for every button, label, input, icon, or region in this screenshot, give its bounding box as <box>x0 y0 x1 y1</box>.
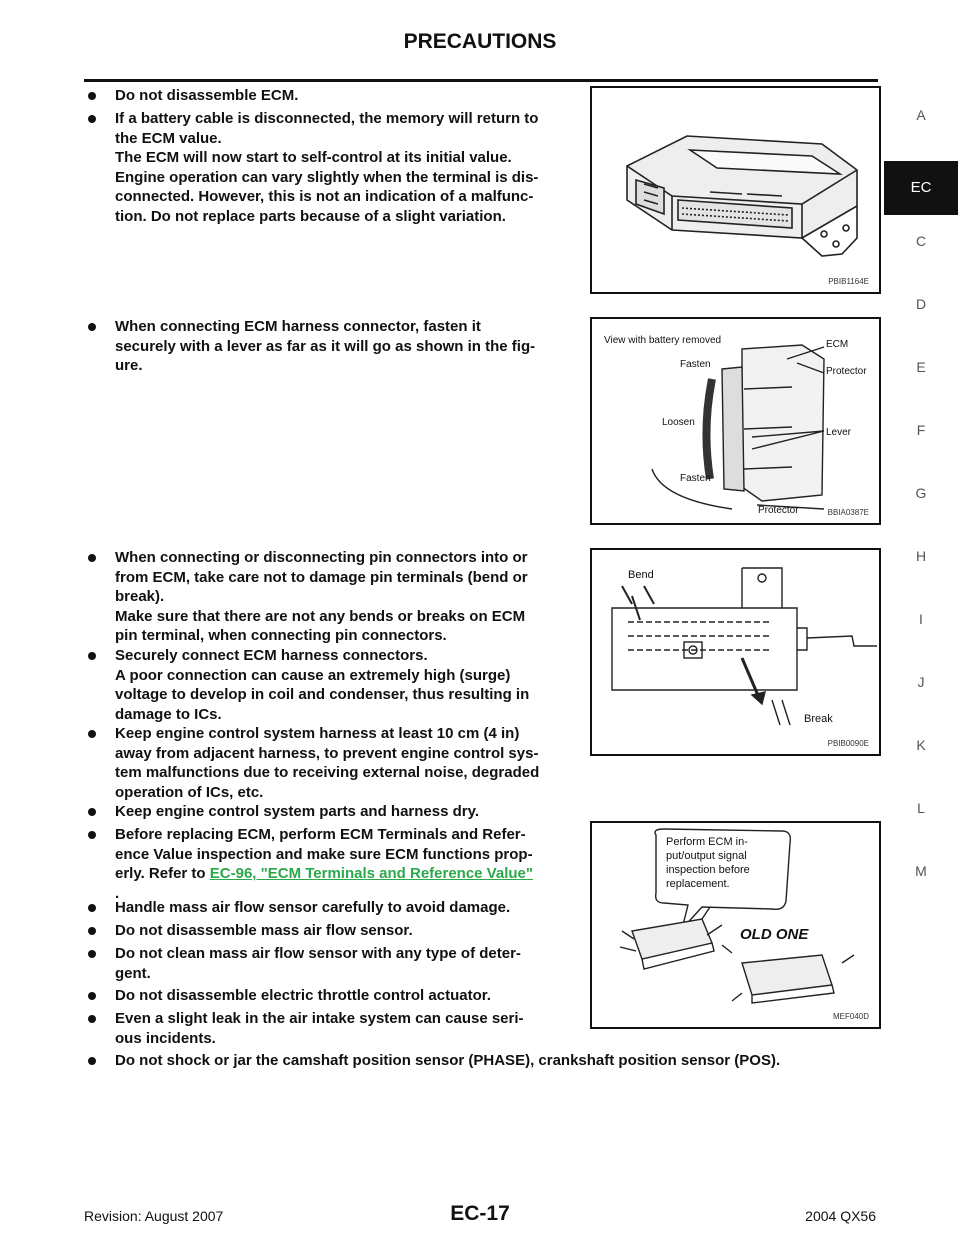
bullet-dot <box>88 554 96 562</box>
bullet-secure-connect <box>88 646 578 724</box>
bullet-line: Do not disassemble ECM. <box>115 87 299 104</box>
bullet-line: tem malfunctions due to receiving external noise, degraded <box>115 764 540 781</box>
bullet-line: Make sure that there are not any bends or breaks on ECM <box>115 607 526 625</box>
bullet-line: gent. <box>115 964 151 982</box>
bubble-line-3: inspection before <box>666 864 750 876</box>
section-tab-k[interactable]: K <box>916 737 926 753</box>
title-rule <box>84 79 878 82</box>
bullet-line: When connecting ECM harness connector, fasten it <box>115 318 481 335</box>
label-bend: Bend <box>628 569 654 581</box>
bullet-dot <box>88 115 96 123</box>
label-lever: Lever <box>826 427 852 438</box>
bullet-no-disassemble-ecm <box>88 86 578 106</box>
link-trailing: . <box>115 884 120 902</box>
bullet-line: Keep engine control system harness at least 10 cm (4 in) <box>115 725 520 742</box>
label-break: Break <box>804 713 833 725</box>
bullet-dot <box>88 927 96 935</box>
bullet-dot <box>88 992 96 1000</box>
label-ecm: ECM <box>826 339 849 350</box>
label-fasten-top: Fasten <box>680 359 711 370</box>
label-protector-bottom: Protector <box>758 505 799 516</box>
bullet-line: Before replacing ECM, perform ECM Terminals and Refer- <box>115 826 526 843</box>
bullet-air-leak <box>88 1009 578 1048</box>
figure-code: BBIA0387E <box>827 508 869 517</box>
bullet-line: Do not disassemble electric throttle control actuator. <box>115 987 491 1004</box>
label-fasten-bottom: Fasten <box>680 473 711 484</box>
bullet-before-replacing <box>88 825 578 903</box>
bullet-maf-disassemble <box>88 921 578 941</box>
section-tab-j[interactable]: J <box>917 674 925 690</box>
bullet-dot <box>88 730 96 738</box>
bullet-dot <box>88 904 96 912</box>
bullet-keep-dry <box>88 802 578 822</box>
bullet-pin-connectors <box>88 548 578 646</box>
figure-code: PBIB1164E <box>828 277 869 286</box>
bullet-line: Do not disassemble mass air flow sensor. <box>115 922 413 939</box>
bullet-dot <box>88 831 96 839</box>
bullet-line: away from adjacent harness, to prevent engine control sys- <box>115 744 539 762</box>
bullet-line: Even a slight leak in the air intake system can cause seri- <box>115 1010 524 1027</box>
bubble-line-1: Perform ECM in- <box>666 836 748 848</box>
bullet-dot <box>88 808 96 816</box>
bullet-line: damage to ICs. <box>115 705 222 723</box>
bullet-dot <box>88 1057 96 1065</box>
bullet-line: Do not clean mass air flow sensor with any type of deter- <box>115 945 521 962</box>
bullet-line: ous incidents. <box>115 1029 216 1047</box>
bullet-line: When connecting or disconnecting pin connectors into or <box>115 549 528 566</box>
bullet-harness-distance <box>88 724 578 802</box>
figure-ecm-replacement <box>590 821 881 1029</box>
section-tab-c[interactable]: C <box>915 233 927 249</box>
section-tab-i[interactable]: I <box>919 611 923 627</box>
label-old-one: OLD ONE <box>740 926 809 943</box>
section-tab-ec[interactable]: EC <box>884 161 958 215</box>
bullet-line: pin terminal, when connecting pin connectors. <box>115 627 447 644</box>
bullet-line: Do not shock or jar the camshaft position sensor (PHASE), crankshaft position sensor (POS). <box>115 1052 781 1069</box>
figure-code: MEF040D <box>832 1012 869 1021</box>
figure-ecm-unit <box>590 86 881 294</box>
ecm-illustration <box>592 88 879 292</box>
bullet-line: Engine operation can vary slightly when the terminal is dis- <box>115 168 539 186</box>
section-tab-g[interactable]: G <box>915 485 927 501</box>
bullet-line: break). <box>115 588 165 605</box>
figure-code: PBIB0090E <box>827 739 869 748</box>
bullet-line: The ECM will now start to self-control at its initial value. <box>115 149 512 166</box>
bullet-dot <box>88 652 96 660</box>
footer-model: 2004 QX56 <box>805 1208 876 1224</box>
section-tab-h[interactable]: H <box>915 548 927 564</box>
bullet-line: from ECM, take care not to damage pin terminals (bend or <box>115 568 528 586</box>
bullet-line: A poor connection can cause an extremely high (surge) <box>115 666 511 684</box>
footer-page-number: EC-17 <box>450 1202 510 1225</box>
bullet-maf-clean <box>88 944 578 983</box>
bullet-line: operation of ICs, etc. <box>115 783 264 801</box>
section-tab-e[interactable]: E <box>916 359 926 375</box>
label-protector-top: Protector <box>826 366 867 377</box>
bullet-throttle-actuator <box>88 986 578 1006</box>
bullet-dot <box>88 1015 96 1023</box>
bullet-dot <box>88 323 96 331</box>
bullet-shock-sensor <box>88 1051 878 1071</box>
section-tab-f[interactable]: F <box>916 422 926 438</box>
bullet-dot <box>88 950 96 958</box>
section-tab-a[interactable]: A <box>916 107 926 123</box>
bubble-line-2: put/output signal <box>666 850 747 862</box>
bullet-dot <box>88 92 96 100</box>
bubble-line-4: replacement. <box>666 878 730 890</box>
bullet-maf-handle <box>88 898 578 918</box>
section-index <box>884 98 958 917</box>
bullet-line: voltage to develop in coil and condenser, thus resulting in <box>115 686 530 703</box>
replacement-illustration <box>592 823 879 1027</box>
harness-illustration <box>592 319 879 523</box>
bullet-line: Securely connect ECM harness connectors. <box>115 647 428 664</box>
bullet-line: If a battery cable is disconnected, the memory will return to <box>115 110 539 127</box>
bullet-battery-cable <box>88 109 578 226</box>
reference-link[interactable]: EC-96, "ECM Terminals and Reference Value" <box>209 865 533 882</box>
bullet-line: ence Value inspection and make sure ECM functions prop- <box>115 845 533 863</box>
label-loosen: Loosen <box>662 417 695 428</box>
footer-revision: Revision: August 2007 <box>84 1208 224 1224</box>
bullet-line: ure. <box>115 357 143 374</box>
label-view: View with battery removed <box>604 335 722 346</box>
figure-harness-connector <box>590 317 881 525</box>
bullet-line: connected. However, this is not an indication of a malfunc- <box>115 188 534 205</box>
section-tab-l[interactable]: L <box>917 800 925 816</box>
bullet-line: tion. Do not replace parts because of a slight variation. <box>115 207 506 225</box>
bullet-line: securely with a lever as far as it will go as shown in the fig- <box>115 337 536 355</box>
page-title: PRECAUTIONS <box>403 30 557 53</box>
bullet-line: Handle mass air flow sensor carefully to avoid damage. <box>115 899 511 916</box>
figure-pin-terminals <box>590 548 881 756</box>
pins-illustration <box>592 550 879 754</box>
bullet-line: Keep engine control system parts and harness dry. <box>115 803 479 820</box>
section-tab-d[interactable]: D <box>915 296 927 312</box>
bullet-line: the ECM value. <box>115 129 222 147</box>
bullet-line: erly. Refer to <box>115 865 206 882</box>
section-tab-m[interactable]: M <box>915 863 927 879</box>
bullet-harness-connector <box>88 317 578 376</box>
